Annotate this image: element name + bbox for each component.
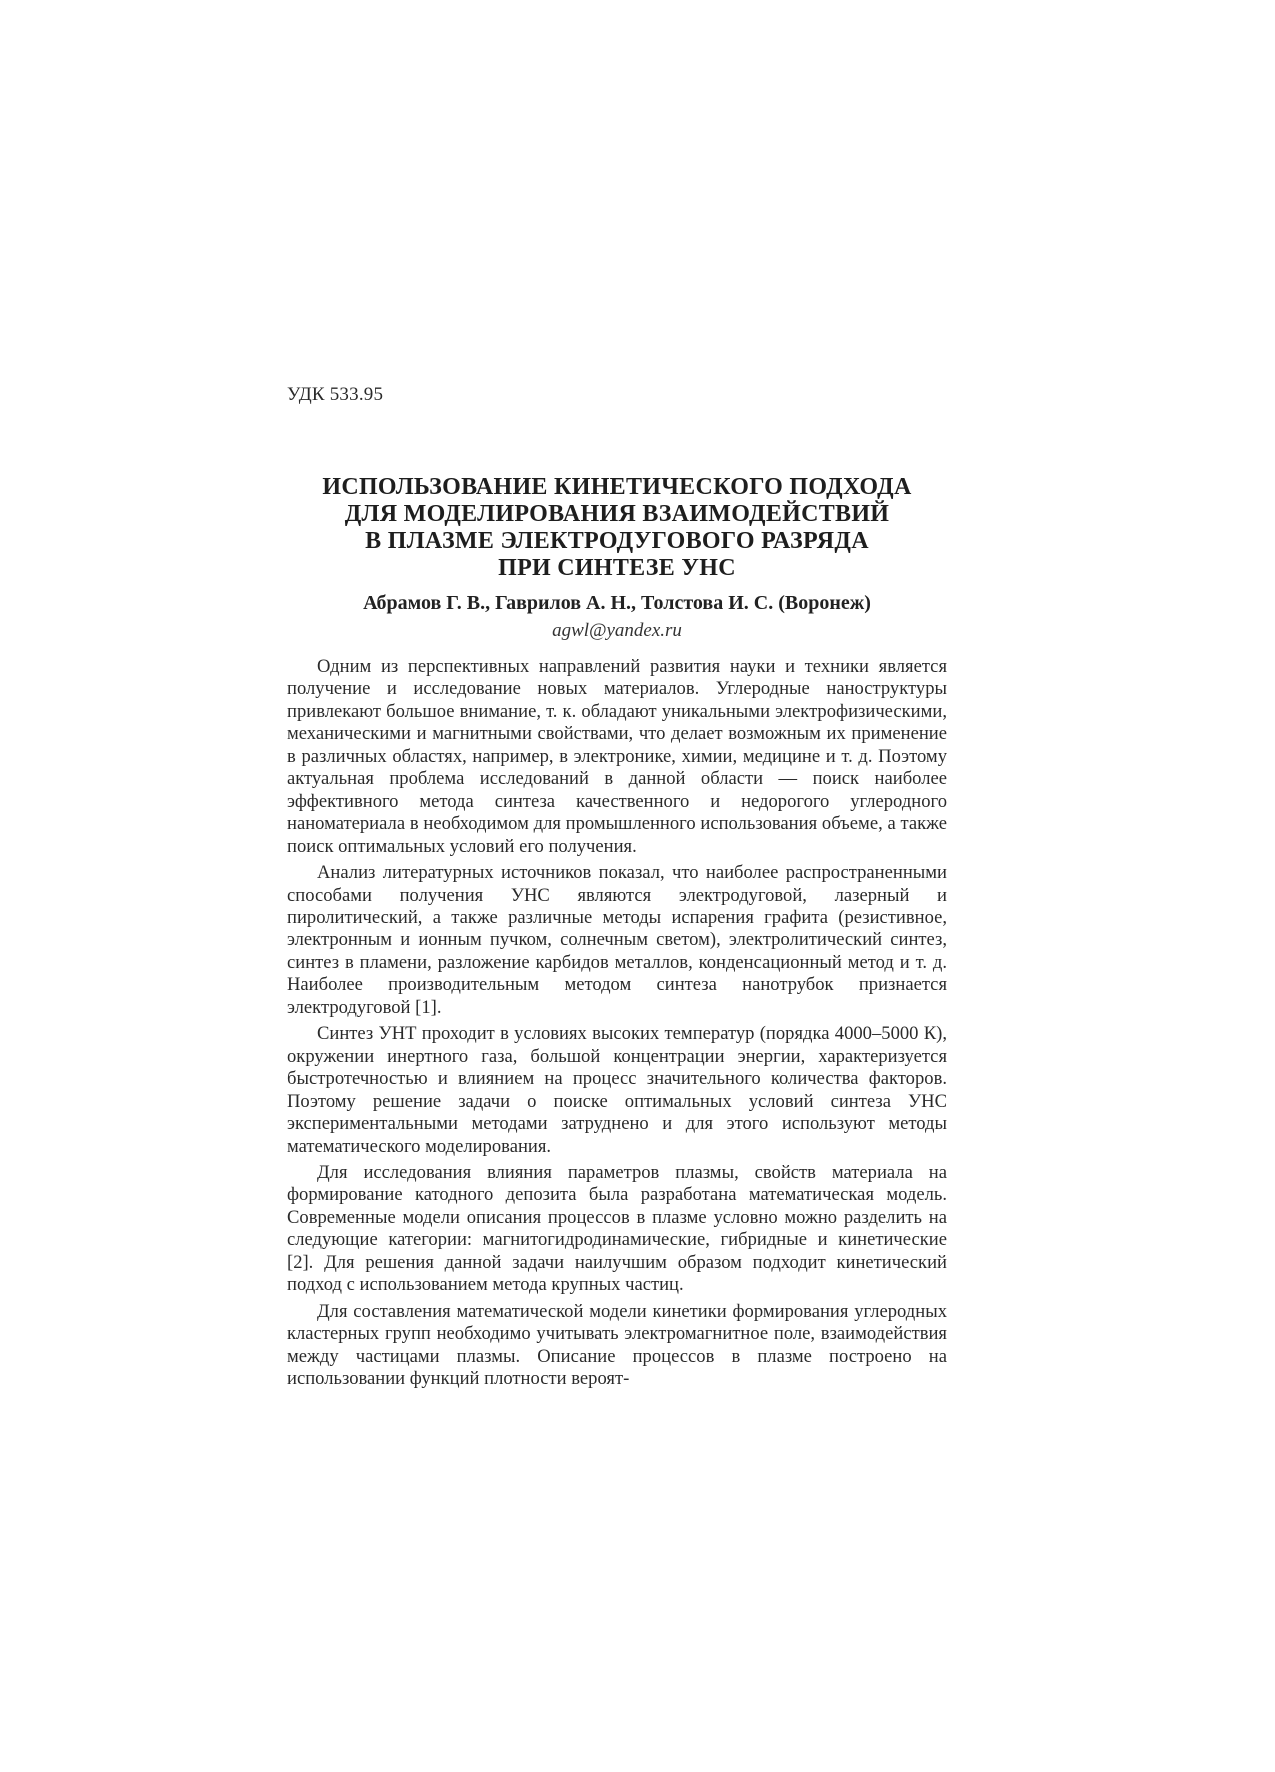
udk-code: УДК 533.95 [287, 384, 384, 405]
article-header [287, 474, 947, 644]
article-title-line: В ПЛАЗМЕ ЭЛЕКТРОДУГОВОГО РАЗРЯДА [365, 528, 869, 554]
article-title-line: ИСПОЛЬЗОВАНИЕ КИНЕТИЧЕСКОГО ПОДХОДА [322, 474, 912, 500]
authors-line: Абрамов Г. В., Гаврилов А. Н., Толстова И. С. (Воронеж) [363, 592, 871, 614]
body-paragraph: Синтез УНТ проходит в условиях высоких температур (порядка 4000–5000 К), окружении инертного газа, большой концентрации энергии, характеризуется быстротечностью и влиянием на процесс значительного количества факторов. Поэтому решение задачи о поиске оптимальных условий синтеза УНС экспериментальными методами затруднено и для этого используют методы математического моделирования. [287, 1023, 947, 1157]
body-paragraph: Для составления математической модели кинетики формирования углеродных кластерных групп необходимо учитывать электромагнитное поле, взаимодействия между частицами плазмы. Описание процессов в плазме построено на использовании функций плотности вероят- [287, 1300, 947, 1390]
body-paragraph: Анализ литературных источников показал, что наиболее распространенными способами получения УНС являются электродуговой, лазерный и пиролитический, а также различные методы испарения графита (резистивное, электронным и ионным пучком, солнечным светом), электролитический синтез, синтез в пламени, разложение карбидов металлов, конденсационный метод и т. д. Наиболее производительным методом синтеза нанотрубок признается электродуговой [1]. [287, 862, 947, 1018]
article-title-line: ПРИ СИНТЕЗЕ УНС [498, 555, 736, 581]
article-title-line: ДЛЯ МОДЕЛИРОВАНИЯ ВЗАИМОДЕЙСТВИЙ [344, 501, 890, 527]
author-email: agwl@yandex.ru [552, 620, 682, 641]
article-body [287, 656, 947, 1391]
body-paragraph: Одним из перспективных направлений развития науки и техники является получение и исследование новых материалов. Углеродные наноструктуры привлекают большое внимание, т. к. обладают уникальными электрофизическими, механическими и магнитными свойствами, что делает возможным их применение в различных областях, например, в электронике, химии, медицине и т. д. Поэтому актуальная проблема исследований в данной области — поиск наиболее эффективного метода синтеза качественного и недорогого углеродного наноматериала в необходимом для промышленного использования объеме, а также поиск оптимальных условий его получения. [287, 656, 947, 857]
body-paragraph: Для исследования влияния параметров плазмы, свойств материала на формирование катодного депозита была разработана математическая модель. Современные модели описания процессов в плазме условно можно разделить на следующие категории: магнитогидродинамические, гибридные и кинетические [2]. Для решения данной задачи наилучшим образом подходит кинетический подход с использованием метода крупных частиц. [287, 1161, 947, 1296]
